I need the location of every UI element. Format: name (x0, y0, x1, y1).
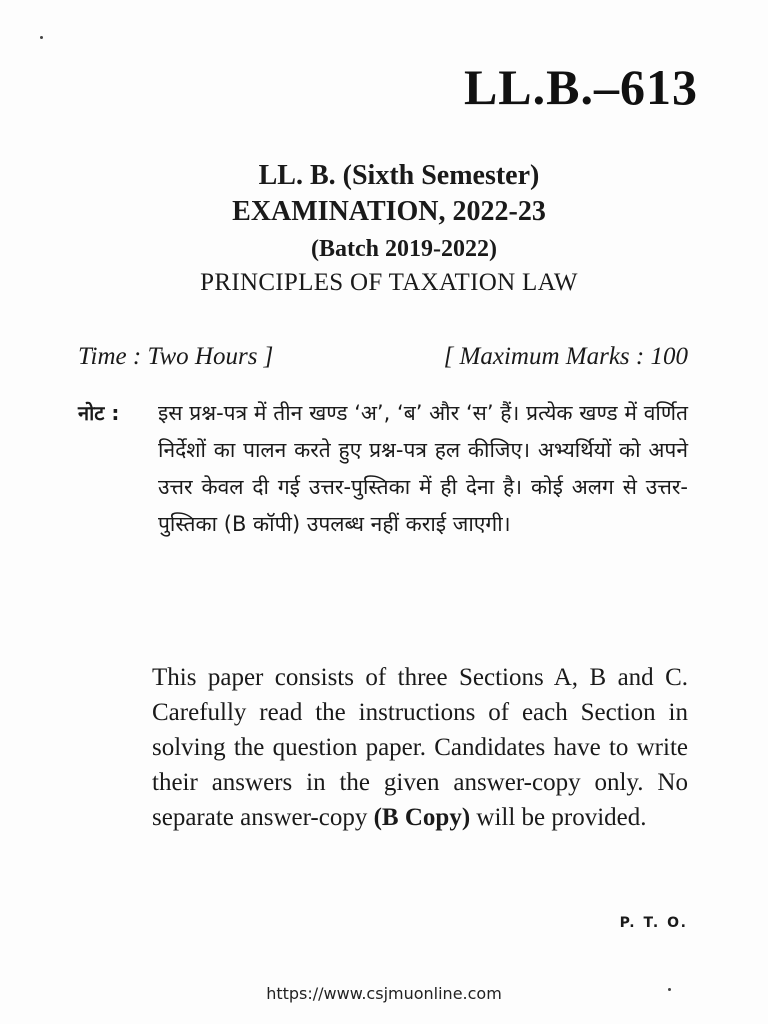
pto-mark: P. T. O. (619, 915, 688, 931)
exam-header (0, 160, 768, 297)
source-url: https://www.csjmuonline.com (266, 984, 502, 1003)
speck (40, 36, 43, 39)
english-bold-b-copy: (B Copy) (373, 804, 471, 831)
subject-title: PRINCIPLES OF TAXATION LAW (200, 269, 578, 296)
paper-code: LL.B.–613 (463, 59, 698, 115)
course-title: LL. B. (Sixth Semester) (258, 160, 540, 191)
english-text-2: will be provided. (470, 804, 647, 831)
english-text-1: This paper consists of three Sections A, B and C. Carefully read the instructions of each Section in solving the question paper. Candidates have to write their answers in the given answer-copy only. No separate answer-copy (152, 664, 688, 831)
exam-title: EXAMINATION, 2022-23 (232, 196, 546, 227)
time-marks-row (78, 343, 688, 371)
hindi-note (78, 395, 688, 543)
maximum-marks: [ Maximum Marks : 100 (443, 343, 688, 370)
hindi-instructions: इस प्रश्न-पत्र में तीन खण्ड ‘अ’, ‘ब’ और ‘स’ हैं। प्रत्येक खण्ड में वर्णित निर्देशों का पालन करते हुए प्रश्न-पत्र हल कीजिए। अभ्यर्थियों को अपने उत्तर केवल दी गई उत्तर-पुस्तिका में ही देना है। कोई अलग से उत्तर-पुस्तिका (B कॉपी) उपलब्ध नहीं कराई जाएगी। (158, 401, 688, 536)
batch: (Batch 2019-2022) (311, 236, 497, 262)
english-instructions (152, 660, 688, 835)
note-label: नोट : (78, 401, 120, 425)
time-allowed: Time : Two Hours ] (78, 343, 274, 370)
